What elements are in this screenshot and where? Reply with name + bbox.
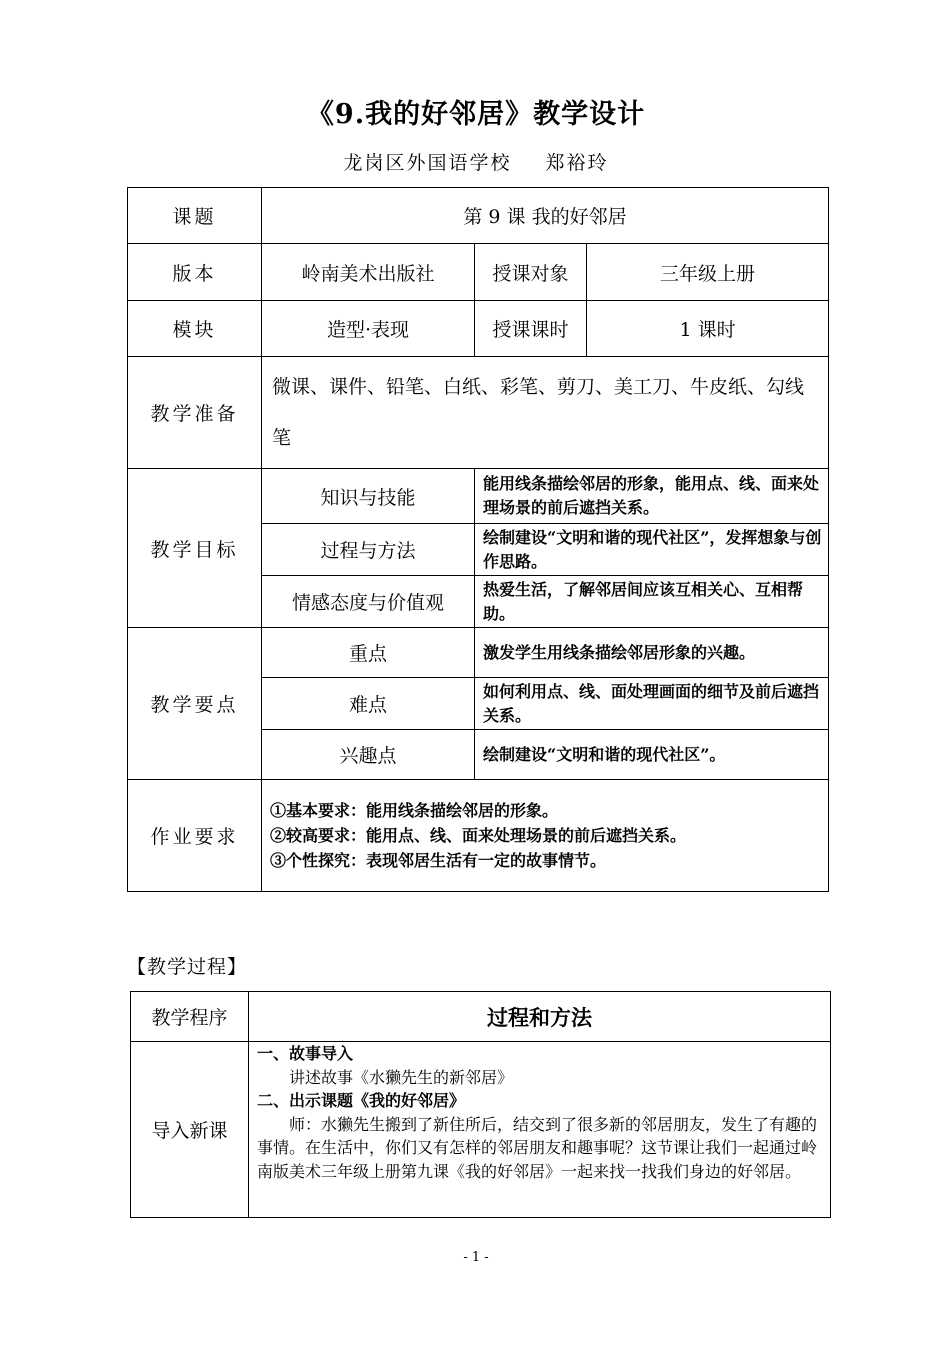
point-label: 重点 (262, 628, 475, 678)
stage-name: 导入新课 (131, 1042, 249, 1218)
topic-value: 第 9 课 我的好邻居 (262, 188, 829, 244)
step-heading: 一、故事导入 (257, 1044, 354, 1063)
goal-row (128, 469, 829, 524)
edition-row (128, 244, 829, 301)
goals-label: 教学目标 (128, 469, 262, 628)
stage-content (249, 1042, 831, 1218)
page-number: - 1 - (463, 1250, 489, 1265)
homework-item: ③个性探究：表现邻居生活有一定的故事情节。 (270, 851, 607, 870)
module-value: 造型·表现 (262, 301, 475, 357)
homework-item: ①基本要求：能用线条描绘邻居的形象。 (270, 801, 559, 820)
homework-label: 作业要求 (128, 780, 262, 892)
prep-value: 微课、课件、铅笔、白纸、彩笔、剪刀、美工刀、牛皮纸、勾线笔 (262, 357, 829, 469)
topic-label: 课题 (128, 188, 262, 244)
step-paragraph: 师：水獭先生搬到了新住所后，结交到了很多新的邻居朋友，发生了有趣的事情。在生活中，你们又有怎样的邻居朋友和趣事呢？这节课让我们一起通过岭南版美术三年级上册第九课《我的好邻居》一起来找一找我们身边的好邻居。 (257, 1114, 818, 1181)
module-row (128, 301, 829, 357)
step-text: 讲述故事《水獭先生的新邻居》 (289, 1067, 514, 1087)
stage-column-header: 教学程序 (131, 992, 249, 1042)
method-column-header: 过程和方法 (249, 992, 831, 1042)
point-label: 兴趣点 (262, 730, 475, 780)
goal-label: 情感态度与价值观 (262, 576, 475, 628)
audience-label: 授课对象 (475, 244, 587, 301)
goal-value: 热爱生活，了解邻居间应该互相关心、互相帮助。 (475, 576, 829, 628)
point-row (128, 628, 829, 678)
goal-label: 过程与方法 (262, 524, 475, 576)
point-value: 绘制建设“文明和谐的现代社区”。 (475, 730, 829, 780)
point-label: 难点 (262, 678, 475, 730)
edition-label: 版本 (128, 244, 262, 301)
step-heading: 二、出示课题《我的好邻居》 (257, 1091, 466, 1110)
prep-row (128, 357, 829, 469)
hours-value: 1 课时 (587, 301, 829, 357)
author-name: 郑裕玲 (545, 152, 609, 174)
page-title: 《9.我的好邻居》教学设计 (306, 99, 646, 130)
goal-label: 知识与技能 (262, 469, 475, 524)
goal-value: 绘制建设“文明和谐的现代社区”，发挥想象与创作思路。 (475, 524, 829, 576)
edition-value: 岭南美术出版社 (262, 244, 475, 301)
points-label: 教学要点 (128, 628, 262, 780)
homework-list (262, 780, 829, 892)
teaching-process-table (130, 991, 831, 1218)
school-name: 龙岗区外国语学校 (343, 152, 512, 174)
process-header-row (131, 992, 831, 1042)
prep-label: 教学准备 (128, 357, 262, 469)
module-label: 模块 (128, 301, 262, 357)
audience-value: 三年级上册 (587, 244, 829, 301)
topic-row (128, 188, 829, 244)
author-line (0, 148, 952, 175)
point-value: 如何利用点、线、面处理画面的细节及前后遮挡关系。 (475, 678, 829, 730)
section-title: 【教学过程】 (127, 956, 248, 978)
goal-value: 能用线条描绘邻居的形象，能用点、线、面来处理场景的前后遮挡关系。 (475, 469, 829, 524)
point-value: 激发学生用线条描绘邻居形象的兴趣。 (475, 628, 829, 678)
lesson-info-table (127, 187, 829, 892)
homework-item: ②较高要求：能用点、线、面来处理场景的前后遮挡关系。 (270, 826, 687, 845)
homework-row (128, 780, 829, 892)
hours-label: 授课课时 (475, 301, 587, 357)
process-row (131, 1042, 831, 1218)
